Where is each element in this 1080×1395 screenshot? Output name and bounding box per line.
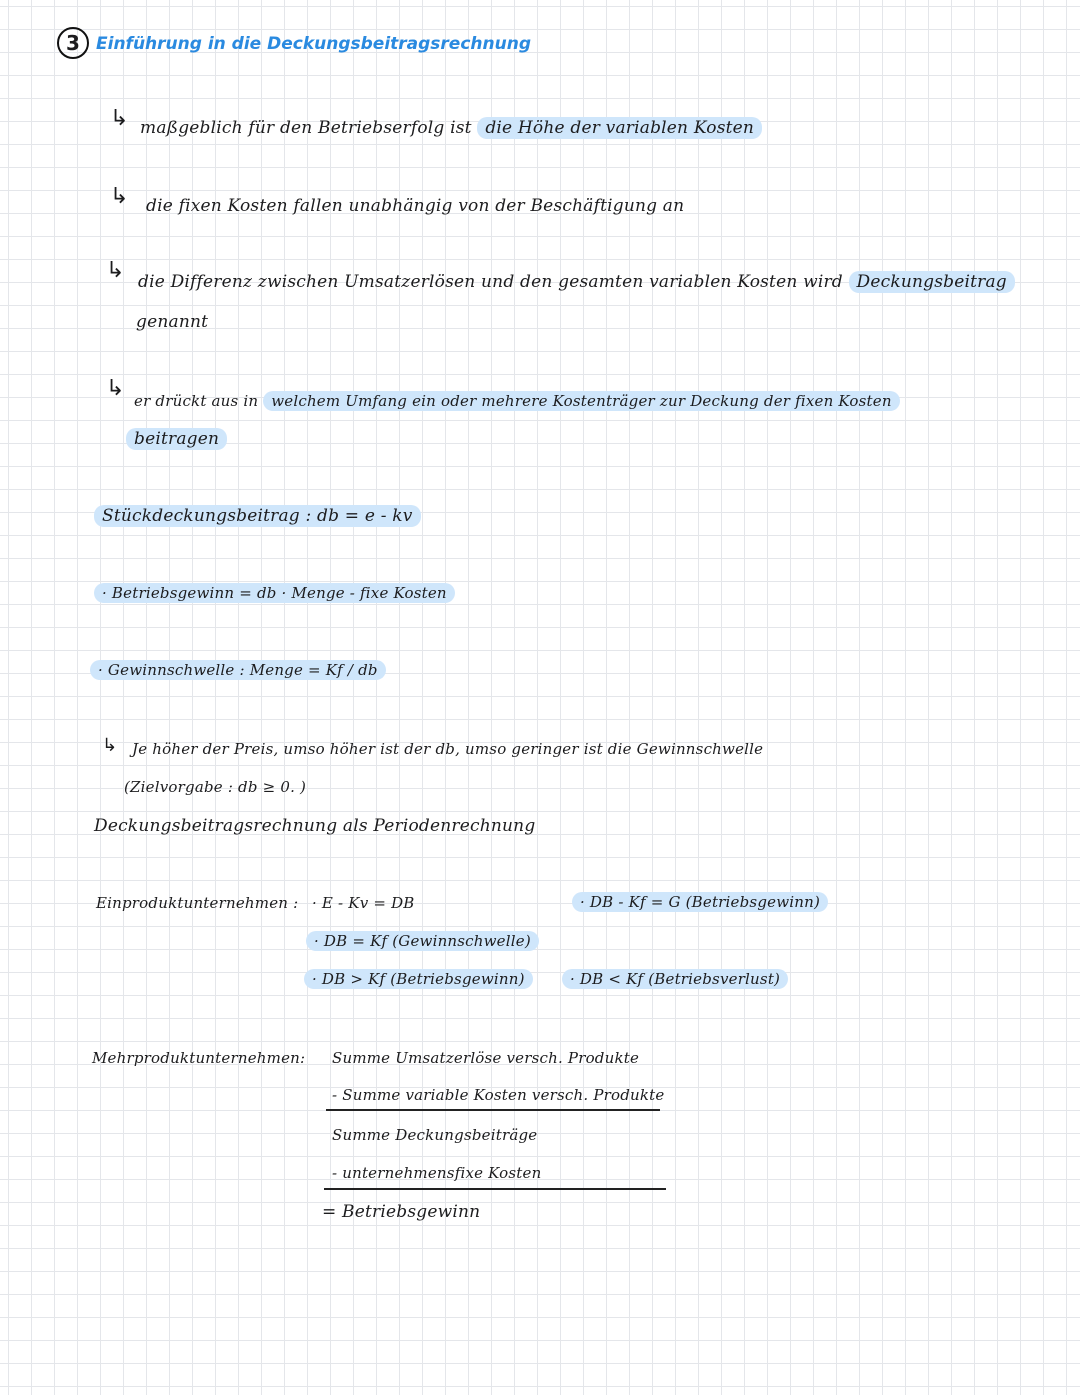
point-1-highlight: die Höhe der variablen Kosten [477,117,762,139]
mehrprodukt-result: = Betriebsgewinn [322,1202,481,1222]
point-3 [138,272,1015,292]
formula-betriebsgewinn: · Betriebsgewinn = db · Menge - fixe Kosten [94,583,455,603]
point-4-highlight: welchem Umfang ein oder mehrere Kostenträger zur Deckung der fixen Kosten [263,391,899,411]
mehrprodukt-line-4: - unternehmensfixe Kosten [332,1164,542,1182]
hook-arrow-icon: ↳ [106,258,125,283]
mehrprodukt-line-2: - Summe variable Kosten versch. Produkte [332,1086,665,1104]
note-line-1: Je höher der Preis, umso höher ist der db, umso geringer ist die Gewinnschwelle [132,740,764,758]
formula-gewinnschwelle: · Gewinnschwelle : Menge = Kf / db [90,660,386,680]
hook-arrow-icon: ↳ [110,106,129,131]
mehrprodukt-line-1: Summe Umsatzerlöse versch. Produkte [332,1049,640,1067]
point-4-text: er drückt aus in [134,392,259,410]
divider-line [326,1109,660,1111]
point-4-continuation: beitragen [126,428,227,450]
section-heading: Deckungsbeitragsrechnung als Periodenrechnung [94,816,536,836]
section-number-badge: 3 [57,27,89,59]
point-4 [134,392,900,410]
einprodukt-label: Einproduktunternehmen : [96,894,299,912]
point-3-continuation: genannt [136,312,209,332]
einprodukt-formula-5: · DB < Kf (Betriebsverlust) [562,969,788,989]
hook-arrow-icon: ↳ [110,184,129,209]
point-3-text: die Differenz zwischen Umsatzerlösen und den gesamten variablen Kosten wird [138,272,843,292]
point-3-highlight: Deckungsbeitrag [849,271,1015,293]
einprodukt-formula-4: · DB > Kf (Betriebsgewinn) [304,969,533,989]
point-2: die fixen Kosten fallen unabhängig von der Beschäftigung an [146,196,685,216]
point-1-text: maßgeblich für den Betriebserfolg ist [140,118,472,138]
mehrprodukt-label: Mehrproduktunternehmen: [92,1049,306,1067]
hook-arrow-icon: ↳ [102,735,118,756]
einprodukt-formula-2: · DB - Kf = G (Betriebsgewinn) [572,892,828,912]
einprodukt-formula-1: · E - Kv = DB [312,894,415,912]
point-1 [140,118,762,138]
einprodukt-formula-3: · DB = Kf (Gewinnschwelle) [306,931,539,951]
note-line-2: (Zielvorgabe : db ≥ 0. ) [124,778,307,796]
divider-line [324,1188,666,1190]
hook-arrow-icon: ↳ [106,376,125,401]
formula-stueckdeckungsbeitrag: Stückdeckungsbeitrag : db = e - kv [94,505,421,527]
mehrprodukt-line-3: Summe Deckungsbeiträge [332,1126,538,1144]
page-title: Einführung in die Deckungsbeitragsrechnung [96,34,531,54]
